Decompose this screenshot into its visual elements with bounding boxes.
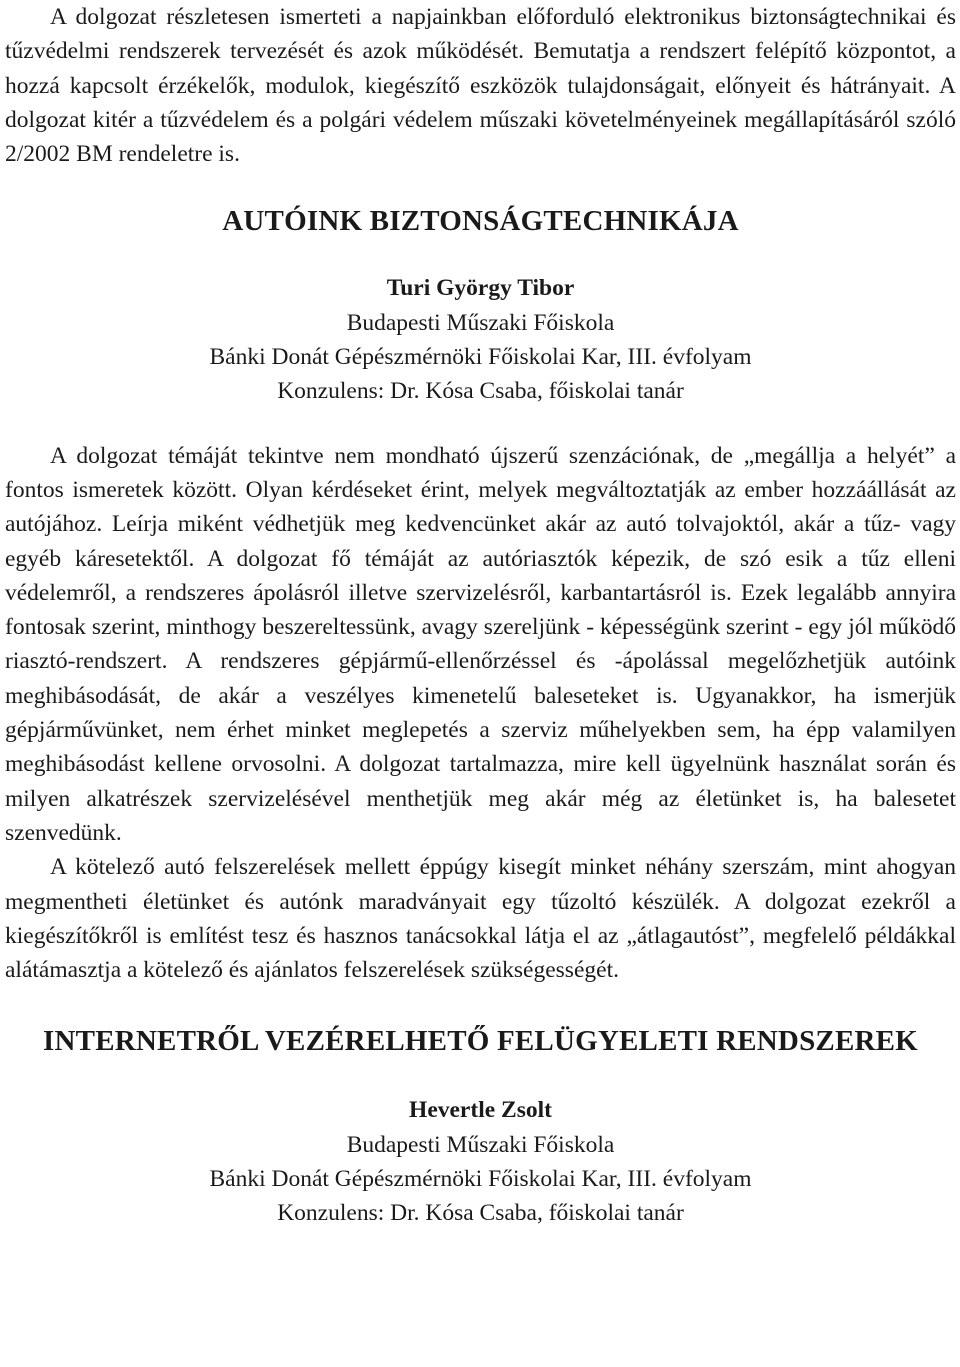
- faculty: Bánki Donát Gépészmérnöki Főiskolai Kar, III. évfolyam: [209, 1166, 752, 1193]
- article-1-abstract: [5, 0, 956, 171]
- consultant: Konzulens: Dr. Kósa Csaba, főiskolai tanár: [277, 378, 684, 405]
- article-title: INTERNETRŐL VEZÉRELHETŐ FELÜGYELETI RENDSZEREK: [43, 1025, 918, 1058]
- author-block: [5, 1093, 956, 1230]
- consultant: Konzulens: Dr. Kósa Csaba, főiskolai tanár: [277, 1200, 684, 1227]
- author-name: Hevertle Zsolt: [409, 1097, 552, 1124]
- abstract-paragraph: A dolgozat részletesen ismerteti a napjainkban előforduló elektronikus biztonságtechnikai és tűzvédelmi rendszerek tervezését és azok működését. Bemutatja a rendszert felépítő központot, a hozzá kapcsolt érzékelők, modulok, kiegészítő eszközök tulajdonságait, előnyeit és hátrányait. A dolgozat kitér a tűzvédelem és a polgári védelem műszaki követelményeinek megállapításáról szóló 2/2002 BM rendeletre is.: [5, 4, 956, 168]
- article-title: AUTÓINK BIZTONSÁGTECHNIKÁJA: [222, 205, 739, 238]
- article-2-abstract: [5, 439, 956, 988]
- abstract-paragraph: A kötelező autó felszerelések mellett éppúgy kisegít minket néhány szerszám, mint ahogyan megmentheti életünket és autónk maradványait egy tűzoltó készülék. A dolgozat ezekről a kiegészítőkről is említést tesz és hasznos tanácsokkal látja el az „átlagautóst”, megfelelő példákkal alátámasztja a kötelező és ajánlatos felszerelések szükségességét.: [5, 854, 956, 984]
- abstract-paragraph: A dolgozat témáját tekintve nem mondható újszerű szenzációnak, de „megállja a helyét” a fontos ismeretek között. Olyan kérdéseket érint, melyek megváltoztatják az ember hozzáállását az autójához. Leírja miként védhetjük meg kedvencünket akár az autó tolvajoktól, akár a tűz- vagy egyéb káresetektől. A dolgozat fő témáját az autóriasztók képezik, de szó esik a tűz elleni védelemről, a rendszeres ápolásról illetve szervizelésről, karbantartásról is. Ezek legalább annyira fontosak szerint, minthogy beszereltessünk, avagy szereljünk - képességünk szerint - egy jól működő riasztó-rendszert. A rendszeres gépjármű-ellenőrzéssel és -ápolással megelőzhetjük autóink meghibásodását, de akár a veszélyes kimenetelű baleseteket is. Ugyanakkor, ha ismerjük gépjárművünket, nem érhet minket meglepetés a szerviz műhelyekben sem, ha épp valamilyen meghibásodást kellene orvosolni. A dolgozat tartalmazza, mire kell ügyelnünk használat során és milyen alkatrészek szervizelésével menthetjük meg akár még az életünket is, ha balesetet szenvedünk.: [5, 442, 956, 846]
- faculty: Bánki Donát Gépészmérnöki Főiskolai Kar, III. évfolyam: [209, 344, 752, 371]
- institution: Budapesti Műszaki Főiskola: [346, 309, 615, 336]
- institution: Budapesti Műszaki Főiskola: [346, 1131, 615, 1158]
- author-block: [5, 271, 956, 408]
- author-name: Turi György Tibor: [386, 275, 575, 302]
